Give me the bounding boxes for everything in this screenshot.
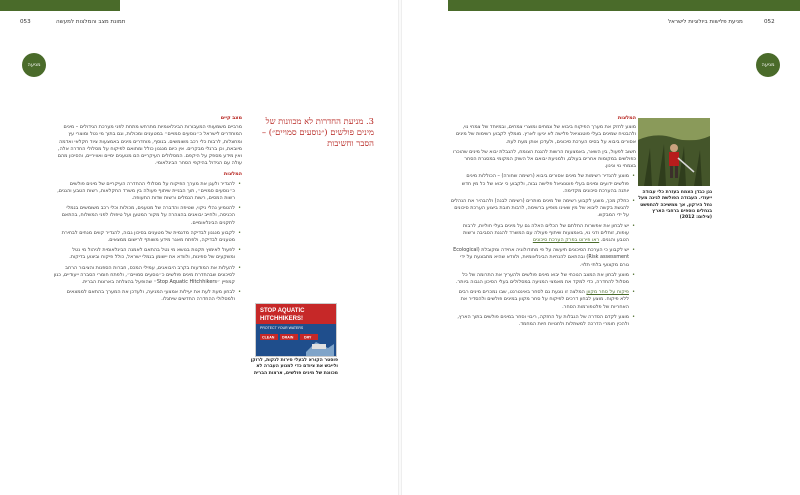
- poster-line1: STOP AQUATIC: [260, 308, 305, 314]
- section-title: 3. מניעת החדרות לא מכוונות של מינים פולשים (״נוסעים סמויים״) – הסבר וחשיבות: [261, 116, 374, 148]
- field-photo-graphic: [638, 118, 710, 186]
- list-item: • לקבוע מנגנון לבדיקה מדגמית של מטענים בסיכון גבוה, להגדיר קווים מנחים לבחירת מטענים לבדיקה, ולפתח מאגר מידע משותף לרישום ממצאים.: [52, 230, 235, 244]
- page-number: 053: [20, 19, 31, 25]
- right-page: [400, 0, 800, 495]
- running-header: מניעת פלישות ביולוגיות לישראל: [668, 19, 743, 25]
- paragraph: מוצע לחזק את מערך הפיקוח ביבוא של צמחים ומוצרי צמחים, ובמיוחד של צמחי נוי, ולהבטיח שמינים בעלי פוטנציאל פלישה לא יגיעו לארץ. מומלץ לקבוע רשימות של מינים אסורים ביבוא על בסיס הערכת סיכונים, ולעדכן אותן מעת לעת.: [456, 124, 636, 145]
- cross-reference-link[interactable]: ראו פירוט בפרק הערכת סיכונים: [532, 237, 600, 244]
- list-item: • להגדיר ולעגן את מערך הפיקוח על מסלולי ההחדרה העיקריים של מינים פולשים כ״נוסעים סמויים״, תוך הבניית שיתוף פעולה בין משרד החקלאות, רשות הטבע והגנים, רשות המסים, רשות הנמלים ורשות שדות התעופה.: [52, 181, 235, 203]
- section-badge: מניעה: [22, 53, 46, 77]
- poster-graphic: [256, 304, 336, 356]
- list-item: • יש לקבוע כי הערכת הסיכונים תיעשה על פי מתודולוגיה אחידה ומקובלת (Ecological Risk assessment) ובהתאם להנחיות הבינלאומיות, ולוודא שהיא מתבצעת על ידי גורם מקצועי בלתי תלוי.: [450, 247, 629, 269]
- list-item: • לבחון מעת לעת את יעילות אמצעי המניעה, ולעדכן את המערך בהתאם לממצאים ולמסלולי ההחדרה החדשים שיתגלו.: [52, 289, 235, 303]
- cross-reference-link[interactable]: פיקוח על סחר מקוון: [586, 289, 629, 296]
- list-item: • מוצע לבחון את המצב הנוכחי של יבוא מינים פולשים ולהעריך את התרומה של כל מסלול להחדרה, כדי למקד את מאמצי המניעה במסלולים בעלי הסיכון הגבוה ביותר.: [450, 272, 629, 286]
- paragraph: מרביים משמעותי המעבורות הבינלאומיות מתרחש מתחת לפני מערכת הגידולים – מינים המוחדרים לישראל כ״נוסעים סמויים״ במטענים ומכולות, וגם בתוך מי נטל ומוצרי עץ ומחצלות, לרבות כלי רכב משומשים. בנוסף, מוחדרים מינים באמצעות ציוד חקלאי ואדמה מיובאת, וכן ברגלי מבקרים. אין כיום מנגנון כולל ומתואם לפיקוח על מסלולי החדרה אלה, ואין מידע מספק על היקפם. המסלולים העיקריים הם מטענים ימיים ואוויריים, והסיכון מהם עולה עם הגידול בהיקפי הסחר הבינלאומי.: [57, 124, 242, 167]
- poster-line2: HITCHHIKERS!: [260, 316, 303, 322]
- poster-action-clean: CLEAN: [262, 335, 275, 340]
- header-bar: [0, 0, 120, 11]
- recommendation-list: [450, 173, 636, 328]
- poster-tagline: PROTECT YOUR WATERS: [260, 326, 304, 330]
- main-text-column: [450, 115, 636, 485]
- heading-recommendations: המלצות: [223, 171, 242, 178]
- list-item: • להעלות את המודעות בקרב היבואנים, עמילי המכס, חברות הספנות והציבור הרחב לסיכונים שבהחדרת מינים פולשים כ״נוסעים סמויים״, ולפתח חומרי הסברה ייעודיים, כגון קמפיין ״Stop Aquatic Hitchhikers״ שהופעל בהצלחה בארצות הברית.: [52, 265, 235, 287]
- list-item: • מוצע לקדם הסדרה של הגבלות על החזקה, ריבוי וסחר במינים פולשים בתוך הארץ, ולהכין חומרי הדרכה למשתלות ולחנויות חיות המחמד.: [450, 314, 629, 328]
- list-item-text: המלצה זו נוגעת גם לסחר באינטרנט, שבו נמכרים מינים רבים ללא פיקוח. מוצע לבחון דרכים לפיקוח על סחר מקוון במינים פולשים ולהסדיר את האחריות של פלטפורמות הסחר.: [458, 289, 629, 310]
- recommendation-list: [52, 181, 242, 304]
- running-header: תמונת מצב והמלצות למעשה: [56, 19, 126, 25]
- list-item: • כחלק מכך, מוצע לקבוע רשימה של מינים מותרים (רשימה לבנה) ולהבהיר את הנהלים להגשת בקשה ליבוא של מין שאינו מופיע ברשימה, לרבות חובת ביצוע הערכת סיכונים על ידי המבקש.: [450, 198, 629, 220]
- poster-action-dry: DRY: [304, 335, 312, 340]
- paragraph: חשוב לפעול, בין השאר, באמצעות הרשות להגנת הצומח, להגבלת יבוא של מינים שהוכרו כפולשים במקומות אחרים בעולם, ולמניעת יבואם אל השוק המקומי במסגרת הסחר בצמחי נוי וגינון.: [452, 148, 636, 170]
- section-badge: מניעה: [756, 53, 780, 77]
- page-gutter: [398, 0, 402, 495]
- heading-current-state: מצב קיים: [220, 115, 242, 121]
- list-item: • לפעול לאימוץ תקנות בנושא מי נטל בהתאם לאמנה הבינלאומית לניהול מי נטל ומשקעים של ספינות, ולוודא את יישומן בנמלי ישראל, כולל פיקוח וביצוע בדיקות.: [52, 247, 235, 261]
- poster-action-drain: DRAIN: [282, 335, 294, 340]
- list-item: [450, 289, 629, 311]
- list-item-text: יש לבחון את אפשרות החלתם של הכלים האלה גם על מינים בעלי חוליות, לרבות עופות, זוחלים ודגי נוי, באמצעות שיתוף פעולה עם המשרד להגנת הסביבה ורשות הטבע והגנים.: [462, 222, 629, 244]
- field-photo: [638, 118, 710, 186]
- heading-recommendations: המלצות: [617, 115, 636, 121]
- list-item: • מוצע להגדיר רשימות של מינים אסורים ביבוא (רשימה שחורה) – הכוללות מינים פולשים ידועים ומינים בעלי פוטנציאל פלישה גבוה, ולקבוע כי יבוא של כל מין חדש יותנה בהערכת סיכונים מקדימה.: [450, 173, 629, 195]
- main-text-column: [52, 115, 242, 485]
- header-bar: [448, 0, 800, 11]
- list-item: • להטמיע נהלי ניקוי, שטיפה והדברה של מטענים, מכולות וכלי רכב משומשים בנמלי הכניסה, ולחייב יבואנים בהצהרה על מקור המטען ועל טיפולו לפני המשלוח, בהתאם לתקנים הבינלאומיים.: [52, 205, 235, 227]
- page-number: 052: [764, 19, 775, 25]
- poster-caption: פוסטר הקורא לבעלי סירות לנקות, לרוקן ולייבש את ציודם כדי למנוע העברה לא מכוונת של מינים פולשים, ארצות הברית: [250, 358, 338, 376]
- photo-caption: גנן כבדן הצמח בעזרת כלי עבודה ייעודי. העבודה הפולשת לגינה מעל נחל הירקון, אך ממשיכה להתפשט בנחלים נוספים ברחבי הארץ (צילום: 2012): [638, 190, 712, 221]
- poster-image: [255, 303, 337, 357]
- list-item: [450, 223, 629, 245]
